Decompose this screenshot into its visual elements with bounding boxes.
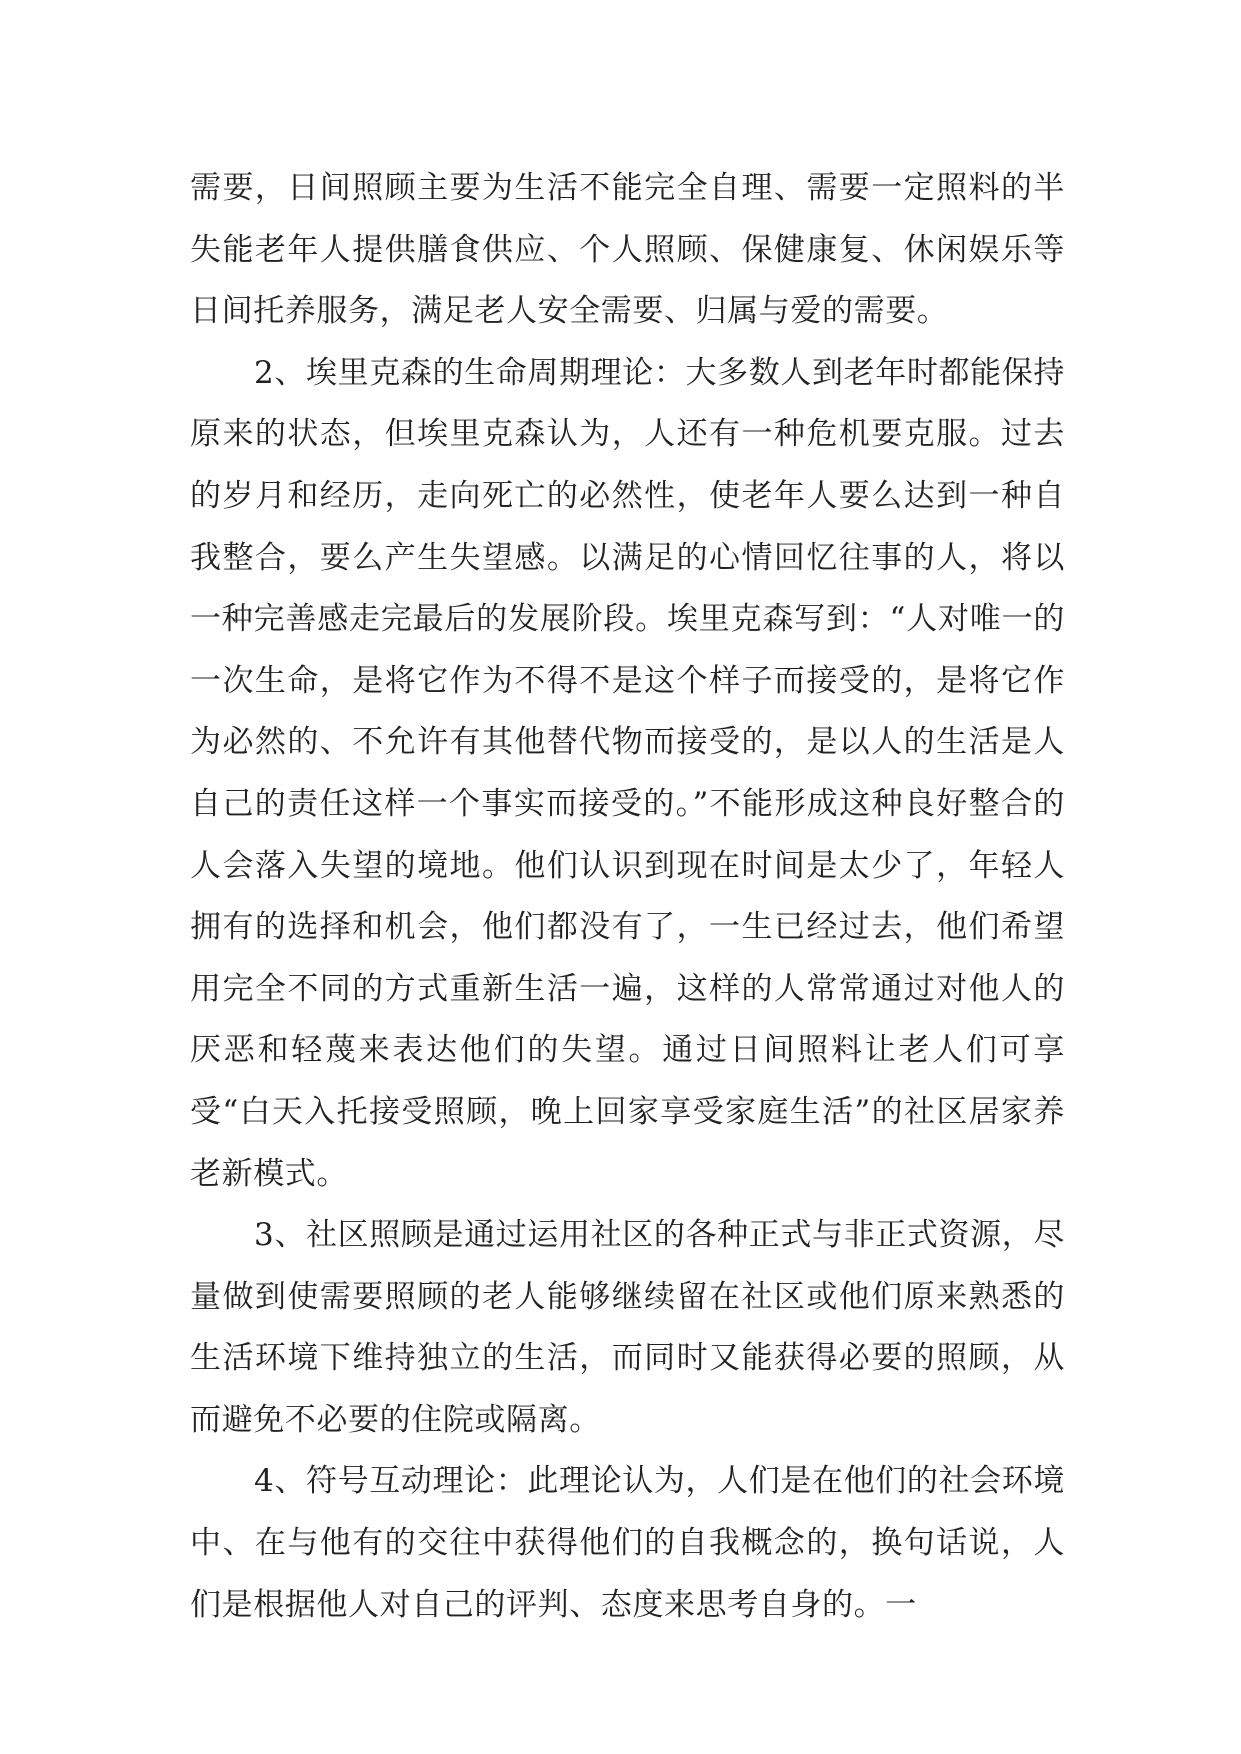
paragraph-continuation: 需要，日间照顾主要为生活不能完全自理、需要一定照料的半失能老年人提供膳食供应、个人照顾、保健康复、休闲娱乐等日间托养服务，满足老人安全需要、归属与爱的需要。 — [190, 170, 1065, 330]
document-body — [190, 158, 1065, 1636]
paragraph-community-care: 3、社区照顾是通过运用社区的各种正式与非正式资源，尽量做到使需要照顾的老人能够继续留在社区或他们原来熟悉的生活环境下维持独立的生活，而同时又能获得必要的照顾，从而避免不必要的住院或隔离。 — [190, 1217, 1065, 1438]
paragraph-erikson-theory: 2、埃里克森的生命周期理论：大多数人到老年时都能保持原来的状态，但埃里克森认为，人还有一种危机要克服。过去的岁月和经历，走向死亡的必然性，使老年人要么达到一种自我整合，要么产生失望感。以满足的心情回忆往事的人，将以一种完善感走完最后的发展阶段。埃里克森写到：“人对唯一的一次生命，是将它作为不得不是这个样子而接受的，是将它作为必然的、不允许有其他替代物而接受的，是以人的生活是人自己的责任这样一个事实而接受的。”不能形成这种良好整合的人会落入失望的境地。他们认识到现在时间是太少了，年轻人拥有的选择和机会，他们都没有了，一生已经过去，他们希望用完全不同的方式重新生活一遍，这样的人常常通过对他人的厌恶和轻蔑来表达他们的失望。通过日间照料让老人们可享受“白天入托接受照顾，晚上回家享受家庭生活”的社区居家养老新模式。 — [190, 354, 1065, 1192]
paragraph-symbolic-interaction: 4、符号互动理论：此理论认为，人们是在他们的社会环境中、在与他有的交往中获得他们的自我概念的，换句话说，人们是根据他人对自己的评判、态度来思考自身的。一 — [190, 1463, 1065, 1623]
